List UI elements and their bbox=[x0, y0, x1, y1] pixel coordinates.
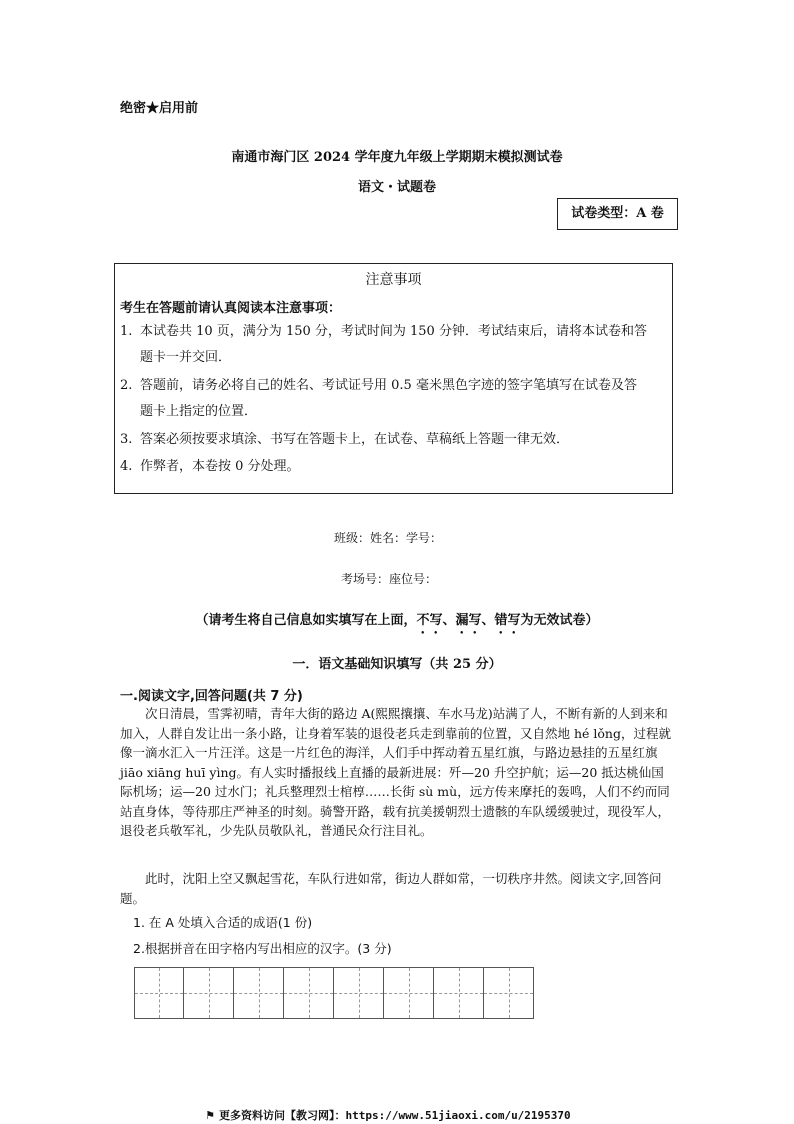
tianzige-cell[interactable] bbox=[284, 967, 334, 1019]
reminder-text: （请考生将自己信息如实填写在上面， bbox=[195, 613, 417, 628]
question-group-heading: 一.阅读文字,回答问题(共 7 分) bbox=[120, 689, 303, 704]
exam-subtitle: 语文・试题卷 bbox=[357, 180, 436, 195]
section-title: 一．语文基础知识填写（共 25 分） bbox=[292, 657, 502, 672]
reminder-text: 为无效试卷） bbox=[520, 613, 599, 628]
notice-item bbox=[120, 322, 668, 368]
notice-lead: 考生在答题前请认真阅读本注意事项： bbox=[120, 301, 342, 316]
notice-item-number: 3. bbox=[120, 432, 133, 447]
question-2: 2.根据拼音在田字格内写出相应的汉字。(3 分) bbox=[133, 941, 392, 956]
reminder-separator: 、 bbox=[481, 613, 495, 628]
question-1: 1. 在 A 处填入合适的成语(1 份) bbox=[133, 915, 313, 930]
tianzige-cell[interactable] bbox=[134, 967, 184, 1019]
reminder-separator: 、 bbox=[442, 613, 456, 628]
notice-title: 注意事项 bbox=[365, 272, 422, 288]
tianzige-cell[interactable] bbox=[384, 967, 434, 1019]
notice-item-text: 作弊者，本卷按 0 分处理。 bbox=[140, 459, 300, 474]
notice-item-text: 答案必须按要求填涂、书写在答题卡上，在试卷、草稿纸上答题一律无效． bbox=[140, 432, 570, 447]
notice-item-text: 本试卷共 10 页，满分为 150 分，考试时间为 150 分钟．考试结束后，请将本试卷和答 bbox=[140, 324, 647, 339]
tianzige-cell[interactable] bbox=[234, 967, 284, 1019]
reminder-emphasis: 错写 bbox=[494, 613, 521, 628]
tianzige-grid bbox=[134, 967, 534, 1019]
notice-item-number: 2. bbox=[120, 378, 133, 393]
paper-type-box: 试卷类型：A 卷 bbox=[557, 198, 678, 230]
footer-text[interactable]: 更多资料访问【教习网】：https://www.51jiaoxi.com/u/2195370 bbox=[219, 1109, 571, 1122]
student-info-line-2: 考场号：座位号： bbox=[341, 572, 438, 586]
notice-item-number: 4. bbox=[120, 459, 133, 474]
notice-item-continuation: 题卡上指定的位置． bbox=[140, 404, 258, 419]
notice-item bbox=[120, 376, 668, 422]
tianzige-cell[interactable] bbox=[334, 967, 384, 1019]
flag-icon: ⚑ bbox=[205, 1109, 215, 1122]
footer-link[interactable] bbox=[205, 1107, 571, 1123]
tianzige-cell[interactable] bbox=[184, 967, 234, 1019]
confidential-label: 绝密★启用前 bbox=[120, 101, 199, 116]
tianzige-cell[interactable] bbox=[484, 967, 534, 1019]
notice-item-text: 答题前，请务必将自己的姓名、考试证号用 0.5 毫米黑色字迹的签字笔填写在试卷及答 bbox=[140, 378, 637, 393]
tianzige-cell[interactable] bbox=[434, 967, 484, 1019]
exam-title: 南通市海门区 2024 学年度九年级上学期期末模拟测试卷 bbox=[231, 150, 563, 165]
notice-item-number: 1. bbox=[120, 324, 133, 339]
reminder-emphasis: 不写 bbox=[416, 613, 443, 628]
notice-box bbox=[114, 263, 673, 494]
fill-in-reminder bbox=[0, 609, 794, 637]
reading-paragraph-1: 次日清晨，雪霁初晴，青年大街的路边 A(熙熙攘攘、车水马龙)站满了人，不断有新的人到来和加入，人群自发让出一条小路，让身着军装的退役老兵走到靠前的位置，又自然地 hé lǒng，过程就像一滴水汇入一片汪洋。这是一片红色的海洋，人们手中挥动着五星红旗，与路边悬挂的五星红旗 jiāo xiāng huī yìng。有人实时播报线上直播的最新进展：歼—20 升空护航；运—20 抵达桃仙国际机场；运—20 过水门；礼兵整理烈士棺椁……长街 sù mù，远方传来摩托的轰鸣，人们不约而同站直身体，等待那庄严神圣的时刻。骑警开路，载有抗美援朝烈士遗骸的车队缓缓驶过，现役军人，退役老兵敬军礼，少先队员敬队礼，普通民众行注目礼。 bbox=[120, 706, 671, 838]
notice-item-continuation: 题卡一并交回． bbox=[140, 350, 232, 365]
reading-paragraph-2: 此时，沈阳上空又飘起雪花，车队行进如常，街边人群如常，一切秩序井然。阅读文字,回答问题。 bbox=[120, 871, 662, 906]
notice-item bbox=[120, 430, 668, 450]
student-info-line-1: 班级：姓名：学号： bbox=[334, 531, 443, 545]
notice-item bbox=[120, 457, 668, 477]
reminder-emphasis: 漏写 bbox=[455, 613, 482, 628]
